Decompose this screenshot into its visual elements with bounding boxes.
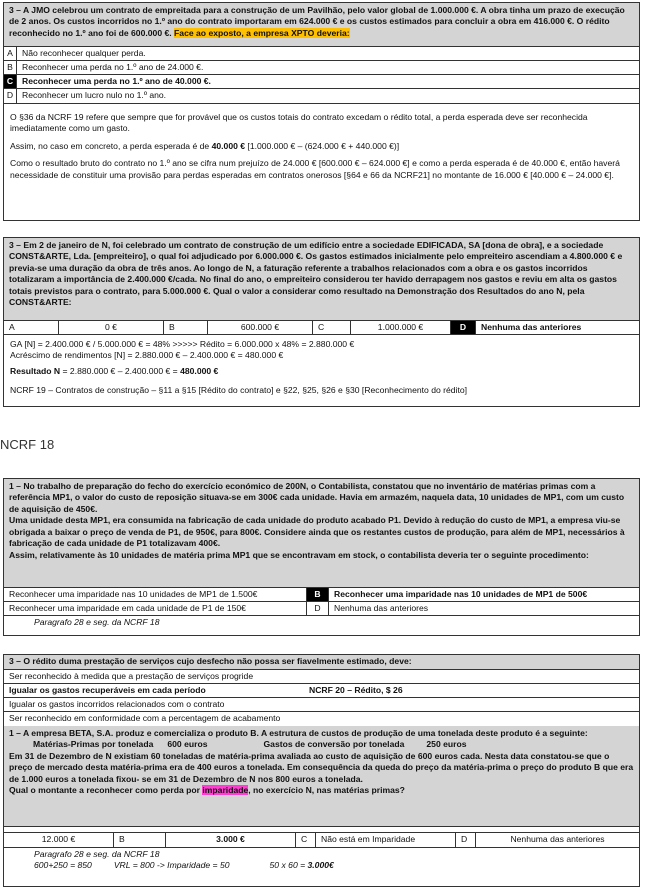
option-2-reference: NCRF 20 – Rédito, $ 26 <box>309 684 403 695</box>
question-highlight: imparidade <box>202 785 249 796</box>
option-a[interactable]: A Não reconhecer qualquer perda. <box>4 47 639 61</box>
option-b-letter: B <box>114 833 166 847</box>
option-a-value[interactable]: 0 € <box>59 321 164 334</box>
option-3[interactable]: Igualar os gastos incorridos relacionados com o contrato <box>4 698 639 712</box>
option-b[interactable]: Reconhecer uma imparidade nas 10 unidades de MP1 de 500€ <box>334 588 588 599</box>
answer-row-2 <box>4 602 639 616</box>
reference: Paragrafo 28 e seg. da NCRF 18 <box>34 617 160 627</box>
resolution-reference: NCRF 19 – Contratos de construção – §11 a §15 [Rédito do contrato] e §22, §25, §26 e §30 [Reconhecimento do rédito] <box>10 385 468 396</box>
option-d-letter-selected: D <box>451 321 476 334</box>
option-2-correct[interactable]: Igualar os gastos recuperáveis em cada período NCRF 20 – Rédito, $ 26 <box>4 684 639 698</box>
option-a-letter: A <box>4 321 59 334</box>
options-list <box>4 670 639 726</box>
option-4[interactable]: Ser reconhecido em conformidade com a percentagem de acabamento <box>9 713 281 724</box>
option-1[interactable]: Ser reconhecido à medida que a prestação de serviços progride <box>4 670 639 684</box>
question-block-constarte <box>3 237 640 407</box>
explanation-paragraph-1: O §36 da NCRF 19 refere que sempre que for provável que os custos totais do contrato excedam o rédito total, a perda esperada deve ser reconhecida imediatamente como um gasto. <box>10 112 588 134</box>
option-c-correct[interactable]: C Reconhecer uma perda no 1.º ano de 40.000 €. <box>4 75 639 89</box>
question-text: 1 – No trabalho de preparação do fecho do exercício económico de 200N, o Contabilista, constatou que no inventário de matérias primas com a referência MP1, o valor do custo de reposição situava-se em 300€ cada unidade. Havia em armazém, naquela data, 10 unidades de MP1, com um custo de aquisição de 450€. Uma unidade desta MP1, era consumida na fabricação de cada unidade do produto acabado P1. Devido à redução do custo de MP1, a empresa viu-se obrigada a baixar o preço de venda de P1, de 950€, para 800€. Considere ainda que os restantes custos de produção, para além de MP1, necessários à fabricação de cada unidade de P1 totalizavam 400€. Assim, relativamente às 10 unidades de matéria prima MP1 que se encontravam em stock, o contabilista deveria ter o seguinte procedimento: <box>4 479 639 588</box>
option-a-value[interactable]: 12.000 € <box>4 833 114 847</box>
option-c-value[interactable]: 1.000.000 € <box>351 321 451 334</box>
answer-grid <box>4 321 639 335</box>
option-c[interactable]: Reconhecer uma imparidade em cada unidade de P1 de 150€ <box>4 602 307 615</box>
resolution-line-2: Acréscimo de rendimentos [N] = 2.880.000 € – 2.400.000 € = 480.000 € <box>10 350 284 361</box>
answer-grid <box>4 833 639 848</box>
calculation: 600+250 = 850 VRL = 800 -> Imparidade = 50 50 x 60 = 3.000€ <box>34 860 334 871</box>
option-d[interactable]: Nenhuma das anteriores <box>334 602 429 613</box>
explanation-paragraph-3: Como o resultado bruto do contrato no 1.º ano se cifra num prejuízo de 24.000 € [600.000 € – 624.000 €] e como a perda esperada é de 40.000 €, então haverá necessidade de constituir uma provisão para perdas esperadas em contratos onerosos [§64 e 66 da NCRF21] no montante de 16.000 € [40.000 € – 24.000 €]. <box>10 158 620 180</box>
option-b-value-correct[interactable]: 3.000 € <box>166 833 296 847</box>
resolution <box>4 335 639 400</box>
resolution <box>4 848 639 872</box>
options-list <box>4 47 639 104</box>
option-b-letter: B <box>164 321 208 334</box>
option-c-letter: C <box>313 321 351 334</box>
option-d[interactable]: D Reconhecer um lucro nulo no 1.º ano. <box>4 89 639 103</box>
explanation-paragraph-2: Assim, no caso em concreto, a perda esperada é de 40.000 € [1.000.000 € – (624.000 € + 440.000 €)] <box>10 140 400 151</box>
resolution-line-1: GA [N] = 2.400.000 € / 5.000.000 € = 48% >>>>> Rédito = 6.000.000 x 48% = 2.880.000 € <box>10 339 355 349</box>
question-highlight: Face ao exposto, a empresa XPTO deveria: <box>174 27 350 38</box>
question-text-beta: 1 – A empresa BETA, S.A. produz e comercializa o produto B. A estrutura de custos de produção de uma tonelada deste produto é a seguinte: Matérias-Primas por tonelada 600 euros Gastos de conversão por tonelada 250 euros Em 31 de Dezembro de N existiam 60 toneladas de matéria-prima avaliada ao custo de aquisição de 600 euros cada. Nesta data constatou-se que o preço de mercado desta matéria-prima era de 400 euros a tonelada. Em consequência da queda do preço da matéria-prima o preço do produto B que era de 1.000 euros a tonelada fixou- se em 31 de Dezembro de N nos 800 euros a tonelada. Qual o montante a reconhecer como perda por imparidade, no exercício N, nas matérias primas? <box>4 726 639 827</box>
question-text: 3 – O rédito duma prestação de serviços cujo desfecho não possa ser fiavelmente estimado, deve: <box>4 655 639 670</box>
option-b-letter-selected: B <box>307 588 329 601</box>
resolution-line-3: Resultado N = 2.880.000 € – 2.400.000 € = 480.000 € <box>10 365 219 376</box>
question-block-redito <box>3 654 640 887</box>
reference: Paragrafo 28 e seg. da NCRF 18 <box>34 849 160 859</box>
option-c-letter: C <box>296 833 316 847</box>
option-d-value[interactable]: Nenhuma das anteriores <box>481 321 582 332</box>
section-title: NCRF 18 <box>0 437 55 452</box>
option-a[interactable]: Reconhecer uma imparidade nas 10 unidades de MP1 de 1.500€ <box>4 588 307 601</box>
question-text: 3 – A JMO celebrou um contrato de empreitada para a construção de um Pavilhão, pelo valor global de 1.000.000 €. A obra tinha um prazo de execução de 2 anos. Os custos incorridos no 1.º ano do contrato importaram em 624.000 € e os custos estimados para concluir a obra em 416.000 €. O rédito reconhecido no 1.º ano foi de 600.000 €. Face ao exposto, a empresa XPTO deveria: <box>4 3 639 47</box>
option-d-value[interactable]: Nenhuma das anteriores <box>510 834 605 845</box>
explanation <box>4 104 639 190</box>
option-b-value[interactable]: 600.000 € <box>208 321 313 334</box>
option-d-letter: D <box>456 833 476 847</box>
option-b[interactable]: B Reconhecer uma perda no 1.º ano de 24.000 €. <box>4 61 639 75</box>
option-d-letter: D <box>307 602 329 615</box>
question-block-jmo <box>3 2 640 221</box>
question-block-mp1 <box>3 478 640 636</box>
question-text: 3 – Em 2 de janeiro de N, foi celebrado um contrato de construção de um edifício entre a sociedade EDIFICADA, SA [dona de obra], e a sociedade CONST&ARTE, Lda. [empreiteiro], o qual foi adjudicado por 6.000.000 €. Os gastos estimados inicialmente pelo empreiteiro ascendiam a 4.800.000 € e previa-se uma duração da obra de três anos. Ao longo de N, a faturação referente a trabalhos relacionados com a obra e os gastos incorridos totalizaram a importância de 2.400.000 €/cada. No final do ano, o empreiteiro considerou ter havido derrapagem nos gastos e reviu em alta os gastos totais previstos para o contrato, para 5.000.000 €. Qual o valor a considerar como resultado na Demonstração dos Resultados do ano N, pela CONST&ARTE: <box>4 238 639 321</box>
option-c-value[interactable]: Não está em Imparidade <box>316 833 456 847</box>
answer-row-1 <box>4 588 639 602</box>
